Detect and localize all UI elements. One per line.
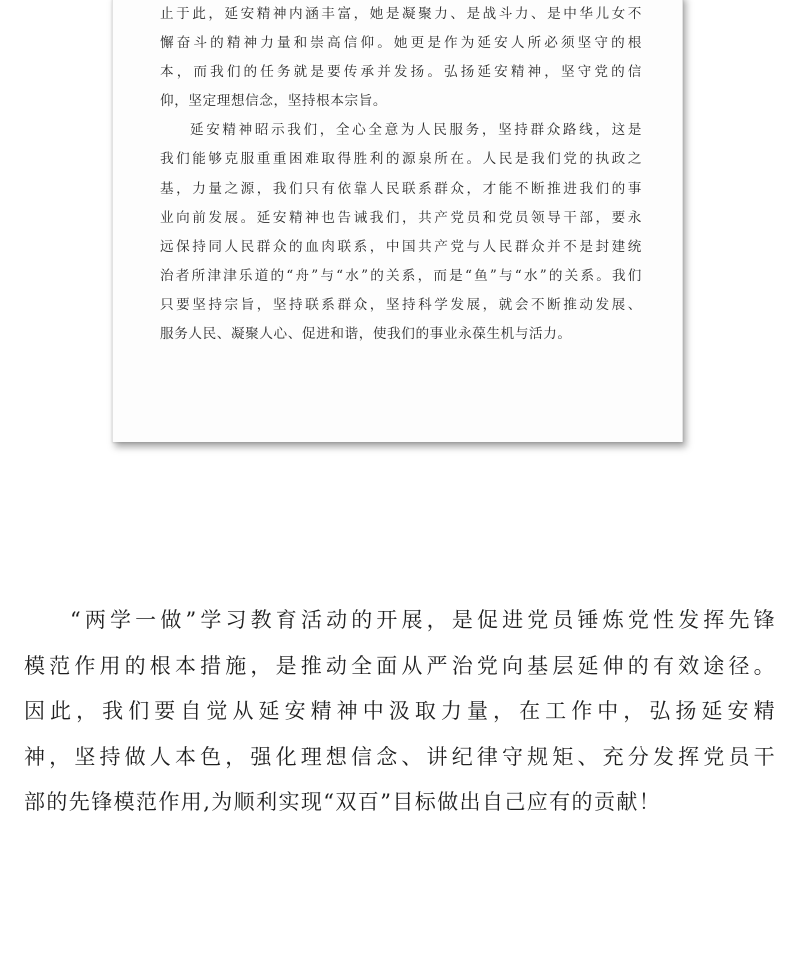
conclusion-line: 神，坚持做人本色，强化理想信念、讲纪律守规矩、充分发挥党员干 xyxy=(24,744,776,769)
conclusion-line: “两学一做”学习教育活动的开展，是促进党员锤炼党性发挥先锋 xyxy=(70,608,776,632)
excerpt-line: 基，力量之源，我们只有依靠人民联系群众，才能不断推进我们的事 xyxy=(160,180,642,197)
conclusion-paragraph xyxy=(24,598,776,826)
conclusion-line: 部的先锋模范作用,为顺利实现“双百”目标做出自己应有的贡献！ xyxy=(24,790,662,815)
excerpt-line: 治者所津津乐道的“舟”与“水”的关系，而是“鱼”与“水”的关系。我们 xyxy=(160,267,642,284)
excerpt-line: 服务人民、凝聚人心、促进和谐，使我们的事业永葆生机与活力。 xyxy=(160,326,572,343)
excerpt-line: 懈奋斗的精神力量和崇高信仰。她更是作为延安人所必须坚守的根 xyxy=(160,35,642,52)
excerpt-line: 仰，坚定理想信念，坚持根本宗旨。 xyxy=(160,93,388,110)
excerpt-line: 本，而我们的任务就是要传承并发扬。弘扬延安精神，坚守党的信 xyxy=(160,64,642,81)
document-page-excerpt xyxy=(112,0,683,442)
excerpt-line: 业向前发展。延安精神也告诫我们，共产党员和党员领导干部，要永 xyxy=(160,209,642,226)
excerpt-line: 只要坚持宗旨，坚持联系群众，坚持科学发展，就会不断推动发展、 xyxy=(160,296,642,313)
conclusion-line: 模范作用的根本措施，是推动全面从严治党向基层延伸的有效途径。 xyxy=(24,653,776,678)
excerpt-line: 远保持同人民群众的血肉联系，中国共产党与人民群众并不是封建统 xyxy=(160,238,642,255)
excerpt-line: 延安精神昭示我们，全心全意为人民服务，坚持群众路线，这是 xyxy=(190,122,642,139)
conclusion-line: 因此，我们要自觉从延安精神中汲取力量，在工作中，弘扬延安精 xyxy=(24,699,776,724)
excerpt-line: 我们能够克服重重困难取得胜利的源泉所在。人民是我们党的执政之 xyxy=(160,151,642,168)
document-excerpt-text xyxy=(160,0,642,349)
excerpt-line: 止于此，延安精神内涵丰富，她是凝聚力、是战斗力、是中华儿女不 xyxy=(160,6,642,22)
